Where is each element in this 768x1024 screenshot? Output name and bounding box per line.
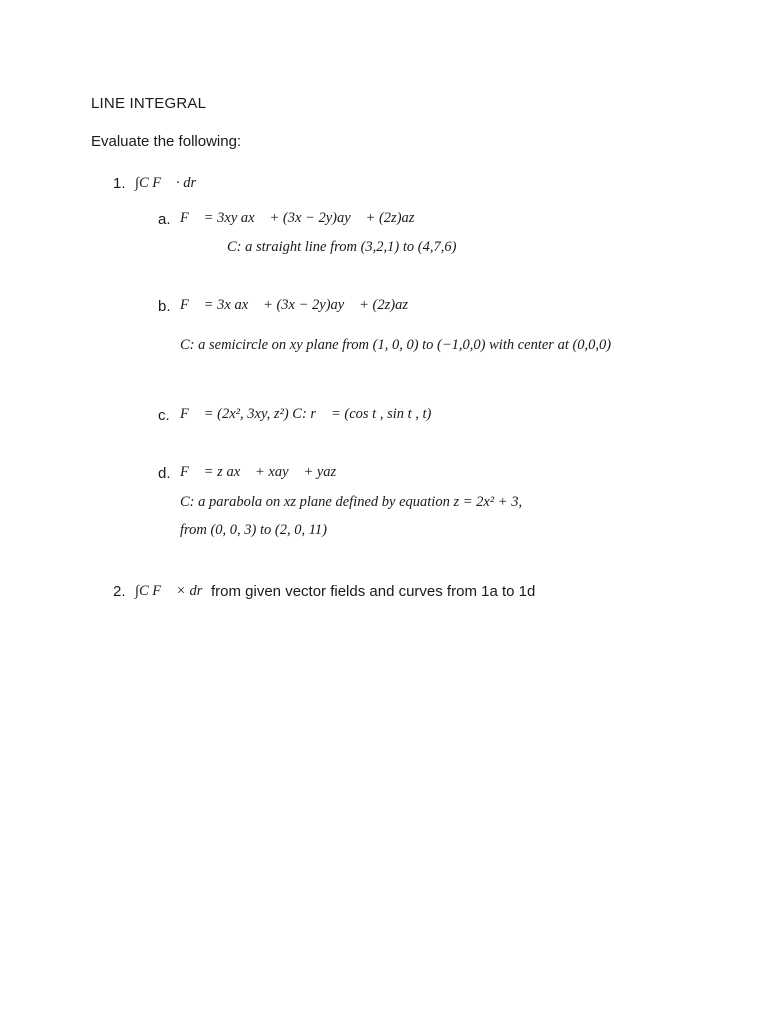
part-a-curve: C: a straight line from (3,2,1) to (4,7,6) xyxy=(227,239,457,255)
part-a-label: a. xyxy=(158,211,171,228)
problem-2-text: from given vector fields and curves from 1a to 1d xyxy=(211,583,536,600)
part-a-field: F⃗ = 3xy ax⃗ + (3x − 2y)ay⃗ + (2z)az⃗ xyxy=(180,210,426,226)
page-title: LINE INTEGRAL xyxy=(91,95,207,112)
part-d-curve-line2: from (0, 0, 3) to (2, 0, 11) xyxy=(180,522,327,538)
intro-text: Evaluate the following: xyxy=(91,133,242,150)
part-b-curve: C: a semicircle on xy plane from (1, 0, 0) to (−1,0,0) with center at (0,0,0) xyxy=(180,337,612,353)
part-c-field: F⃗ = (2x², 3xy, z²) C: r⃗ = (cos t , sin t , t) xyxy=(180,406,432,422)
part-d-field: F⃗ = z ax⃗ + xay⃗ + yaz⃗ xyxy=(180,464,348,480)
part-d-label: d. xyxy=(158,465,171,482)
problem-2-expression: ∫C F⃗ × dr⃗ xyxy=(135,583,214,599)
problem-1-number: 1. xyxy=(113,175,126,192)
part-b-field: F⃗ = 3x ax⃗ + (3x − 2y)ay⃗ + (2z)az⃗ xyxy=(180,297,420,313)
part-c-label: c. xyxy=(158,407,170,424)
part-b-label: b. xyxy=(158,298,171,315)
problem-1-expression: ∫C F⃗ · dr⃗ xyxy=(135,175,208,191)
part-d-curve-line1: C: a parabola on xz plane defined by equation z = 2x² + 3, xyxy=(180,494,523,510)
problem-2-number: 2. xyxy=(113,583,126,600)
